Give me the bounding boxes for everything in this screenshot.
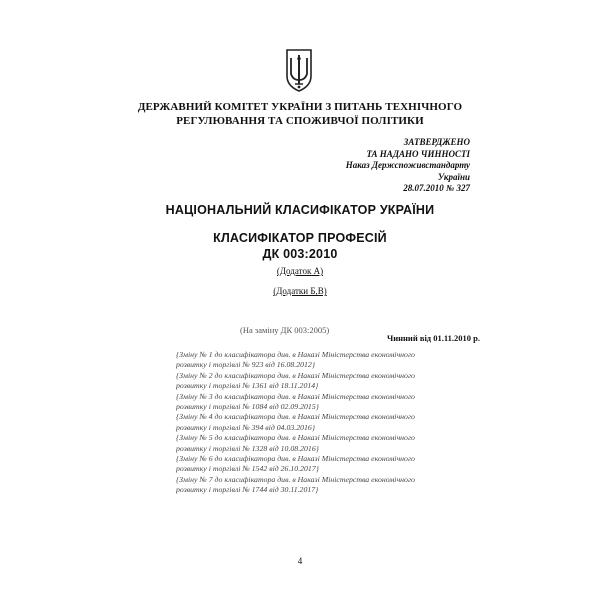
amendment-line: розвитку і торгівлі № 923 від 16.08.2012} [176, 360, 315, 370]
classifier-code: ДК 003:2010 [262, 247, 338, 261]
amendment-line: {Зміну № 2 до класифікатора див. в Наказі Міністерства економічного [176, 370, 415, 380]
appendix-bv-link[interactable]: (Додатки Б,В) [273, 286, 327, 296]
approval-line-5: 28.07.2010 № 327 [403, 183, 470, 193]
approval-line-2: ТА НАДАНО ЧИННОСТІ [366, 148, 470, 159]
amendment-line: розвитку і торгівлі № 1744 від 30.11.2017} [176, 485, 319, 495]
amendment-line: розвитку і торгівлі № 1361 від 18.11.2014} [176, 381, 319, 391]
amendment-line: {Зміну № 5 до класифікатора див. в Наказі Міністерства економічного [176, 433, 415, 443]
amendment-line: розвитку і торгівлі № 394 від 04.03.2016} [176, 422, 315, 432]
amendment-line: {Зміну № 7 до класифікатора див. в Наказі Міністерства економічного [176, 474, 415, 484]
effective-date: Чинний від 01.11.2010 р. [387, 333, 480, 343]
approval-line-4: України [437, 171, 470, 182]
amendment-line: {Зміну № 4 до класифікатора див. в Наказі Міністерства економічного [176, 412, 415, 422]
appendix-a-link[interactable]: (Додаток А) [276, 266, 324, 276]
committee-line-1: ДЕРЖАВНИЙ КОМІТЕТ УКРАЇНИ З ПИТАНЬ ТЕХНІЧНОГО [137, 101, 463, 113]
appendix-bv-row [0, 286, 600, 296]
professions-classifier-title: КЛАСИФІКАТОР ПРОФЕСІЙ [213, 231, 387, 245]
amendment-line: розвитку і торгівлі № 1542 від 26.10.2017} [176, 464, 319, 474]
amendment-line: {Зміну № 1 до класифікатора див. в Наказі Міністерства економічного [176, 350, 415, 359]
amendment-line: розвитку і торгівлі № 1328 від 10.08.2016} [176, 443, 319, 453]
amendment-line: {Зміну № 3 до класифікатора див. в Наказі Міністерства економічного [176, 391, 415, 401]
trident-icon [284, 46, 314, 92]
committee-line-2: РЕГУЛЮВАННЯ ТА СПОЖИВЧОЇ ПОЛІТИКИ [176, 115, 424, 127]
approval-block [300, 137, 470, 195]
amendment-line: розвитку і торгівлі № 1084 від 02.09.2015} [176, 402, 319, 412]
national-classifier-title: НАЦІОНАЛЬНИЙ КЛАСИФІКАТОР УКРАЇНИ [165, 203, 435, 217]
amendments-list [176, 350, 446, 496]
committee-heading [120, 100, 480, 128]
replaces-note: (На заміну ДК 003:2005) [240, 325, 330, 335]
page-number: 4 [297, 556, 303, 566]
approval-line-3: Наказ Держспоживстандарту [345, 160, 470, 170]
appendix-a-row [0, 266, 600, 276]
approval-line-1: ЗАТВЕРДЖЕНО [403, 137, 470, 147]
amendment-line: {Зміну № 6 до класифікатора див. в Наказі Міністерства економічного [176, 454, 415, 464]
